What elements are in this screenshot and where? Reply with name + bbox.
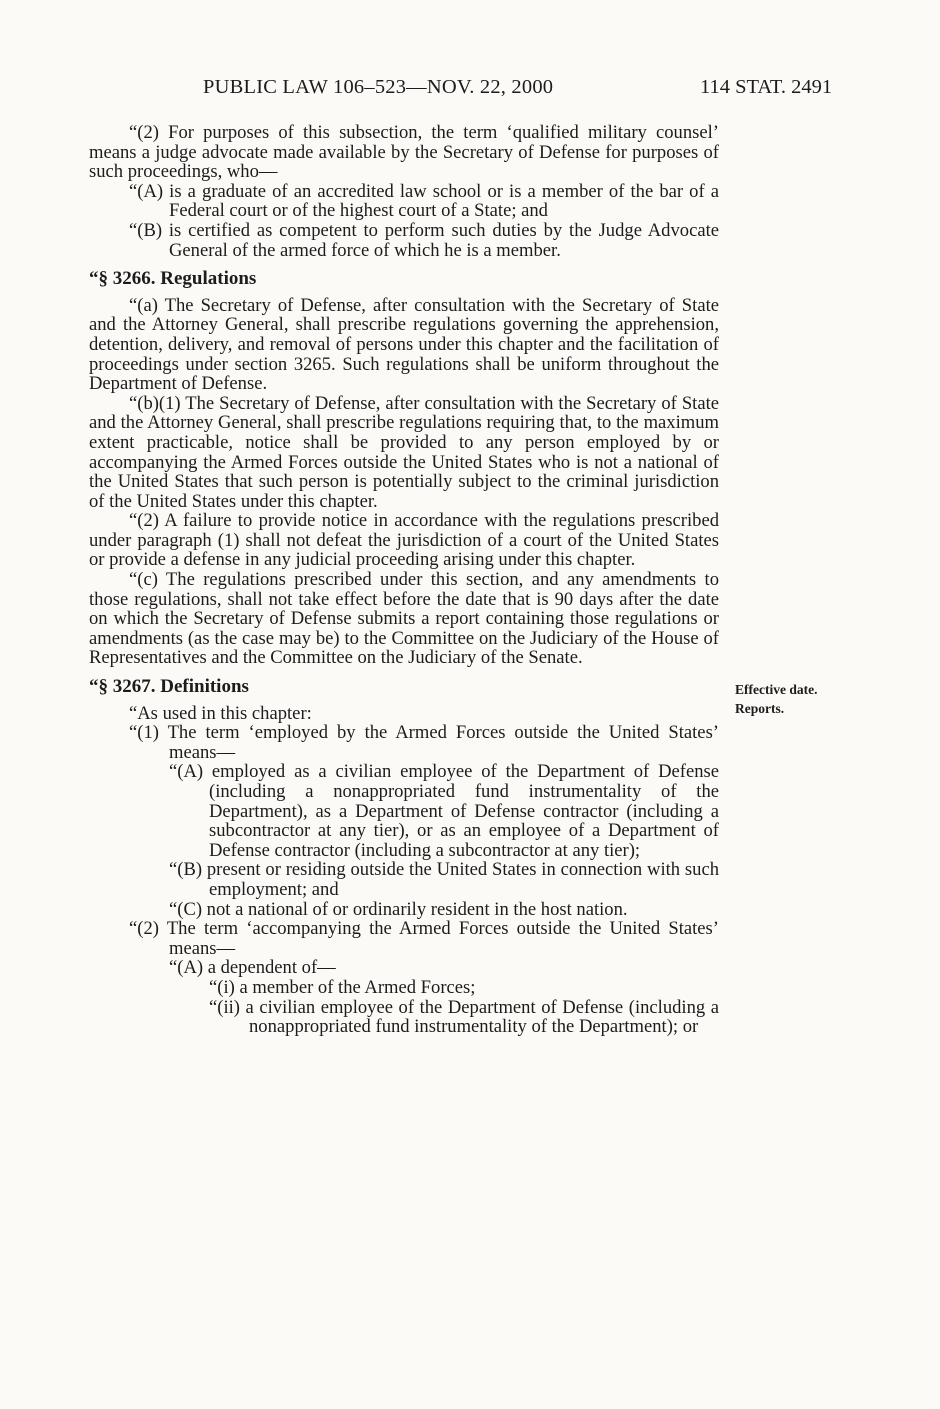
page-header xyxy=(0,76,940,100)
paragraph-3267-intro: “As used in this chapter: xyxy=(129,702,312,724)
clause-3267-2-a-ii: “(ii) a civilian employee of the Department of Defense (including a nonappropriated fund instrumentality of the Department); or xyxy=(209,996,719,1038)
paragraph-3267-1: “(1) The term ‘employed by the Armed Forces outside the United States’ means— xyxy=(129,722,719,763)
margin-note-reports: Reports. xyxy=(735,700,785,716)
subparagraph-3267-2-a: “(A) a dependent of— xyxy=(169,957,336,979)
subparagraph-3267-1-a: “(A) employed as a civilian employee of the Department of Defense (including a nonappropriated fund instrumentality of the Department), as a Department of Defense contractor (including a subcontractor at any tier), or as an employee of a Department of Defense contractor (including a subcontractor at any tier); xyxy=(169,761,719,861)
margin-note-effective-date: Effective date. xyxy=(735,682,818,697)
paragraph-3266-c: “(c) The regulations prescribed under this section, and any amendments to those regulations, shall not take effect before the date that is 90 days after the date on which the Secretary of Defense submits a report containing those regulations or amendments (as the case may be) to the Committee on the Judiciary of the House of Representatives and the Committee on the Judiciary of the Senate. xyxy=(89,569,719,669)
paragraph-3266-b2: “(2) A failure to provide notice in accordance with the regulations prescribed under paragraph (1) shall not defeat the jurisdiction of a court of the United States or provide a defense in any judicial proceeding arising under this chapter. xyxy=(89,510,719,571)
paragraph-3266-a: “(a) The Secretary of Defense, after consultation with the Secretary of State and the Attorney General, shall prescribe regulations governing the apprehension, detention, delivery, and removal of persons under this chapter and the facilitation of proceedings under section 3265. Such regulations shall be uniform throughout the Department of Defense. xyxy=(89,294,719,395)
subparagraph-b-certified: “(B) is certified as competent to perform such duties by the Judge Advocate General of the armed force of which he is a member. xyxy=(129,219,719,261)
subparagraph-3267-1-c: “(C) not a national of or ordinarily resident in the host nation. xyxy=(169,898,628,920)
subparagraph-a-law-graduate: “(A) is a graduate of an accredited law school or is a member of the bar of a Federal court or of the highest court of a State; and xyxy=(129,180,719,222)
statute-page-number: 114 STAT. 2491 xyxy=(700,76,833,98)
section-heading-3266: “§ 3266. Regulations xyxy=(89,268,257,290)
section-heading-3267: “§ 3267. Definitions xyxy=(89,676,249,698)
running-head-title: PUBLIC LAW 106–523—NOV. 22, 2000 xyxy=(203,76,554,98)
subparagraph-3267-1-b: “(B) present or residing outside the United States in connection with such employment; and xyxy=(169,859,719,900)
margin-notes xyxy=(735,681,817,718)
paragraph-qualified-military-counsel: “(2) For purposes of this subsection, the term ‘qualified military counsel’ means a judge advocate made available by the Secretary of Defense for purposes of such proceedings, who— xyxy=(89,122,719,183)
clause-3267-2-a-i: “(i) a member of the Armed Forces; xyxy=(209,976,476,998)
paragraph-3267-2: “(2) The term ‘accompanying the Armed Forces outside the United States’ means— xyxy=(129,918,719,959)
page-body xyxy=(89,123,719,1037)
paragraph-3266-b1: “(b)(1) The Secretary of Defense, after consultation with the Secretary of State and the Attorney General, shall prescribe regulations requiring that, to the maximum extent practicable, notice shall be provided to any person employed by or accompanying the Armed Forces outside the United States who is not a national of the United States that such person is potentially subject to the criminal jurisdiction of the United States under this chapter. xyxy=(89,392,719,512)
